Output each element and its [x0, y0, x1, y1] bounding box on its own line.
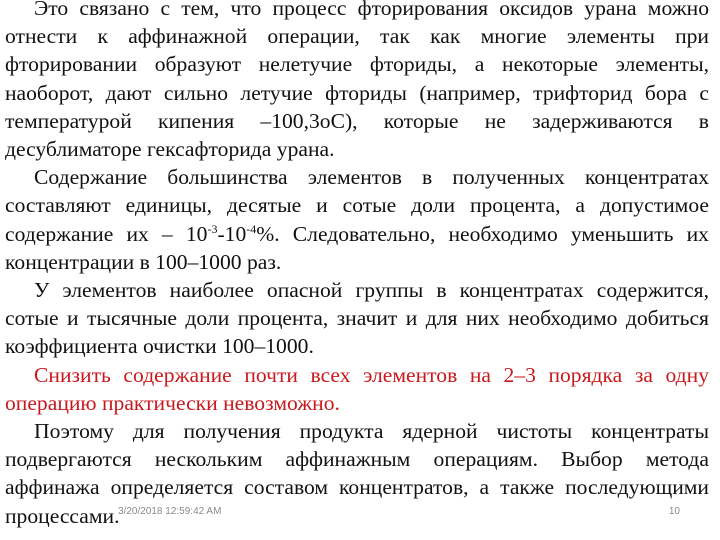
paragraph-element-content-range: -10	[217, 221, 247, 246]
page-number: 10	[668, 506, 680, 517]
paragraph-dangerous-group: У элементов наиболее опасной группы в концентратах содержится, сотые и тысячные доли процента, значит и для них необходимо добиться коэффициента очистки 100–1000.	[5, 278, 709, 359]
paragraph-element-content	[5, 163, 709, 276]
paragraph-element-content-end: %. Следовательно, необходимо уменьшить их концентрации в 100–1000 раз.	[5, 221, 709, 274]
footer-date: 3/20/2018 12:59:42 AM	[118, 506, 222, 517]
paragraph-refining-operations: Поэтому для получения продукта ядерной чистоты концентраты подвергаются нескольким аффинажным операциям. Выбор метода аффинажа определяется составом концентратов, а также последующими процессами.	[5, 419, 709, 528]
exponent-minus-3: -3	[207, 221, 218, 236]
slide-body	[5, 0, 709, 530]
paragraph-highlighted-statement: Снизить содержание почти всех элементов на 2–3 порядка за одну операцию практически невозможно.	[5, 362, 709, 415]
paragraph-fluorination: Это связано с тем, что процесс фторирования оксидов урана можно отнести к аффинажной операции, так как многие элементы при фторировании образуют нелетучие фториды, а некоторые элементы, наоборот, дают сильно летучие фториды (например, трифторид бора с температурой кипения –100,3оС), которые не задерживаются в десублиматоре гексафторида урана.	[5, 0, 709, 162]
paragraph-element-content-text: Содержание большинства элементов в полученных концентратах составляют единицы, десятые и сотые доли процента, а допустимое содержание их – 10	[5, 165, 709, 246]
exponent-minus-4: -4	[246, 221, 257, 236]
